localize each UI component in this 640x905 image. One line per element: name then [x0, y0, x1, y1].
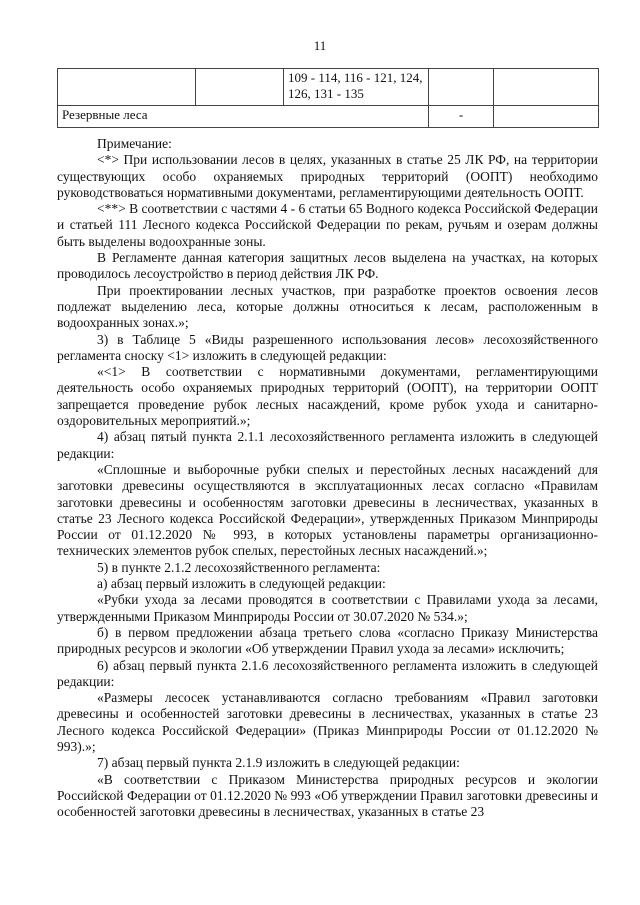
table-row	[58, 106, 599, 128]
table-cell: 109 - 114, 116 - 121, 124, 126, 131 - 135	[284, 69, 429, 106]
paragraph: 7) абзац первый пункта 2.1.9 изложить в следующей редакции:	[97, 755, 460, 771]
forest-table	[57, 68, 599, 128]
paragraph: 4) абзац пятый пункта 2.1.1 лесохозяйственного регламента изложить в следующей редакции:	[57, 429, 598, 461]
document-body	[57, 136, 598, 820]
paragraph: Примечание:	[97, 136, 172, 151]
paragraph: 3) в Таблице 5 «Виды разрешенного использования лесов» лесохозяйственного регламента сноску <1> изложить в следующей редакции:	[57, 331, 598, 363]
paragraph: При проектировании лесных участков, при разработке проектов освоения лесов подлежат выделению леса, которые должны относиться к лесам, расположенным в водоохранных зонах.»;	[57, 282, 598, 331]
paragraph: «Сплошные и выборочные рубки спелых и перестойных лесных насаждений для заготовки древесины осуществляются в эксплуатационных лесах согласно «Правилам заготовки древесины и особенностям заготовки древесины в лесничествах, указанных в статье 23 Лесного кодекса Российской Федерации», утвержденных Приказом Минприроды России от 01.12.2020 № 993, в которых установлены параметры организационно-технических элементов рубок спелых, перестойных лесных насаждений.»;	[57, 461, 598, 559]
paragraph: «Размеры лесосек устанавливаются согласно требованиям «Правил заготовки древесины и особенностей заготовки древесины в лесничествах, указанных в статье 23 Лесного кодекса Российской Федерации» (Приказ Минприроды России от 01.12.2020 № 993).»;	[57, 690, 598, 754]
table-cell	[494, 106, 599, 128]
paragraph: В Регламенте данная категория защитных лесов выделена на участках, на которых проводилось лесоустройство в период действия ЛК РФ.	[57, 250, 598, 282]
table-row	[58, 69, 599, 106]
page-number: 11	[313, 38, 327, 53]
table-cell	[429, 69, 494, 106]
table-cell	[494, 69, 599, 106]
paragraph: а) абзац первый изложить в следующей редакции:	[97, 576, 386, 592]
paragraph: «В соответствии с Приказом Министерства природных ресурсов и экологии Российской Федерации от 01.12.2020 № 993 «Об утверждении Правил заготовки древесины и особенностей заготовки древесины в лесничествах, указанных в статье 23	[57, 771, 598, 820]
paragraph: <*> При использовании лесов в целях, указанных в статье 25 ЛК РФ, на территории существующих особо охраняемых природных территорий (ООПТ) необходимо руководствоваться нормативными документами, регламентирующими деятельность ООПТ.	[57, 152, 598, 200]
paragraph: 6) абзац первый пункта 2.1.6 лесохозяйственного регламента изложить в следующей редакции:	[57, 657, 598, 689]
paragraph: «<1> В соответствии с нормативными документами, регламентирующими деятельность особо охраняемых природных территорий (ООПТ), на территории ООПТ запрещается проведение рубок лесных насаждений, кроме рубок ухода и санитарно-оздоровительных мероприятий.»;	[57, 364, 598, 429]
table-cell	[196, 69, 284, 106]
paragraph: 5) в пункте 2.1.2 лесохозяйственного регламента:	[97, 559, 381, 575]
paragraph: б) в первом предложении абзаца третьего слова «согласно Приказу Министерства природных ресурсов и экологии «Об утверждении Правил ухода за лесами» исключить;	[57, 624, 598, 657]
table-cell-category: Резервные леса	[58, 106, 429, 128]
paragraph: <**> В соответствии с частями 4 - 6 статьи 65 Водного кодекса Российской Федерации и статьей 111 Лесного кодекса Российской Федерации по рекам, ручьям и озерам должны быть выделены водоохранные зоны.	[57, 201, 598, 249]
paragraph: «Рубки ухода за лесами проводятся в соответствии с Правилами ухода за лесами, утвержденными Приказом Минприроды России от 30.07.2020 № 534.»;	[57, 592, 598, 624]
table-cell: -	[429, 106, 494, 128]
table-cell	[58, 69, 196, 106]
